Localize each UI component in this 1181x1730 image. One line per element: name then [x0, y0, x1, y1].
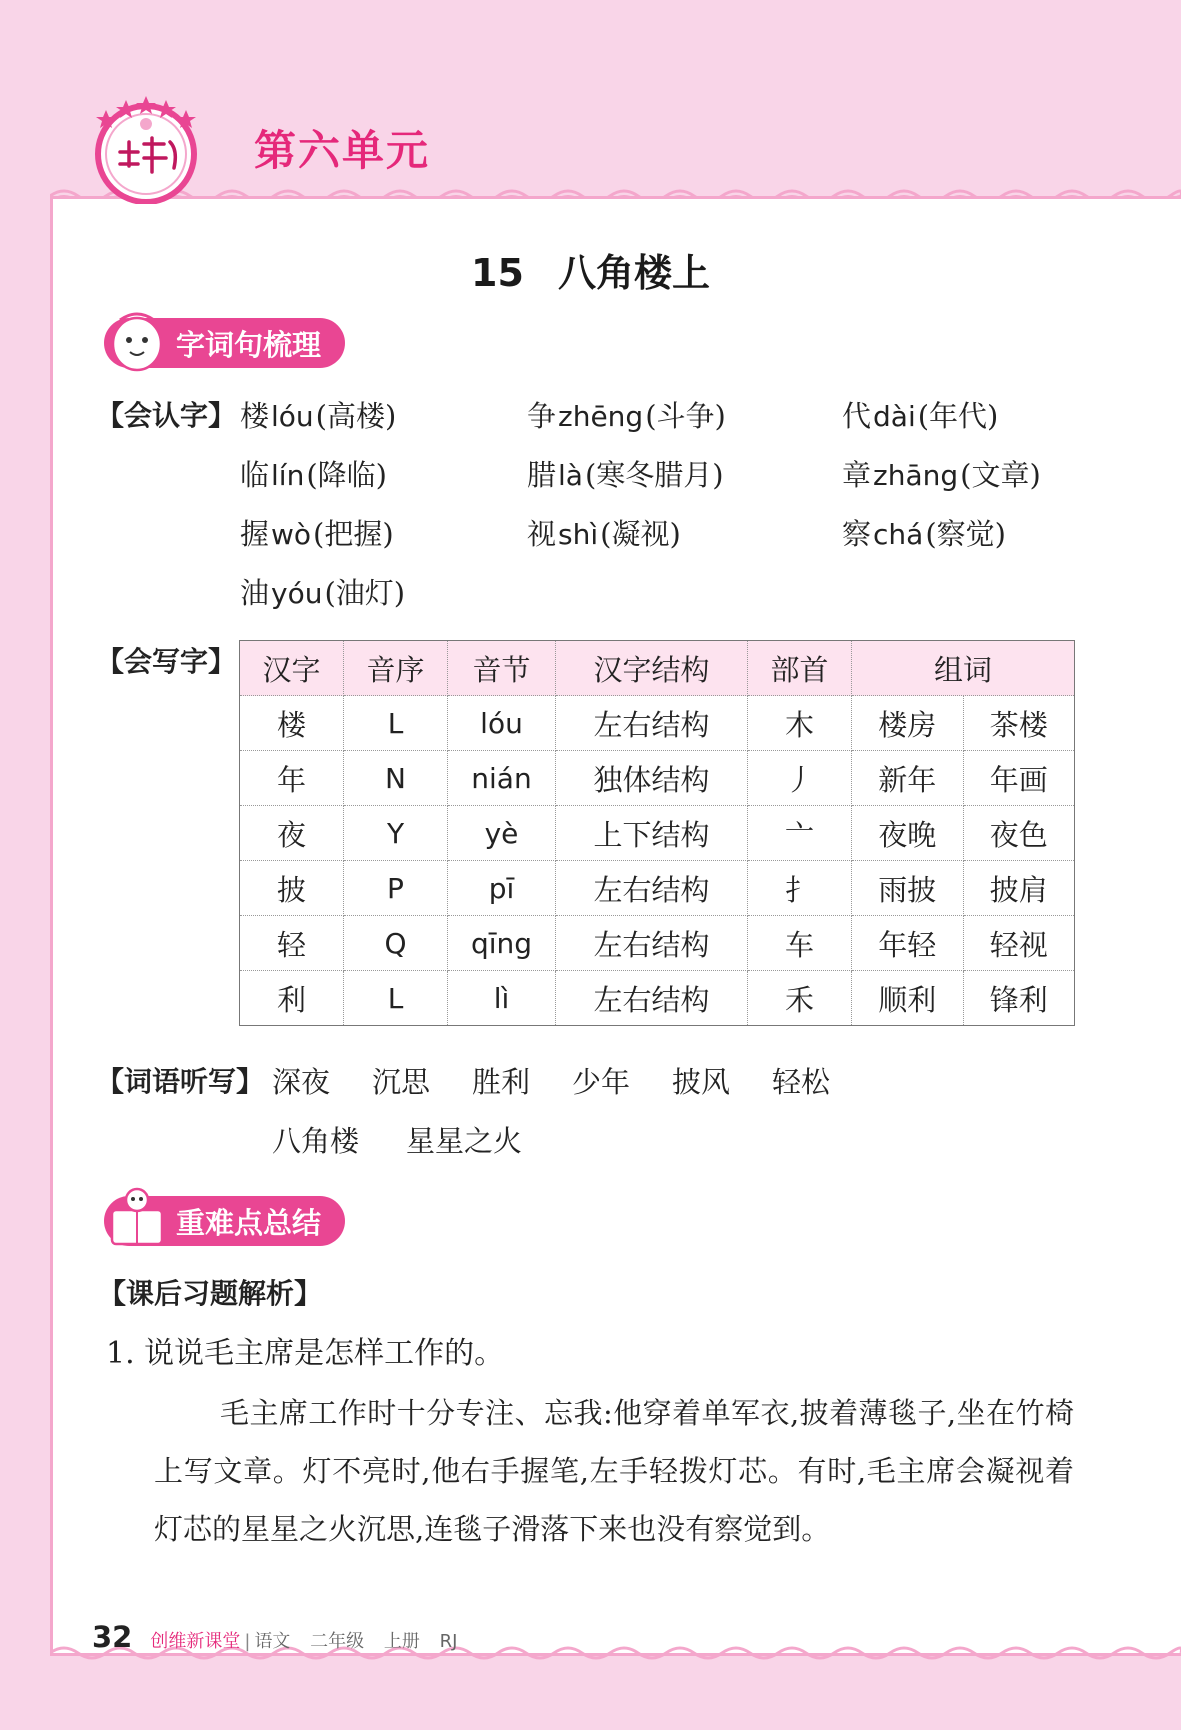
header-radical: 部首 [748, 641, 852, 696]
recognize-char: 腊 [527, 458, 557, 492]
cell-char: 披 [240, 861, 344, 916]
mascot-book-icon [102, 1184, 172, 1252]
section-tag-key-points-label: 重难点总结 [176, 1205, 322, 1240]
header-words: 组词 [852, 641, 1075, 696]
table-row [240, 916, 1075, 971]
header-structure: 汉字结构 [556, 641, 748, 696]
section-tag-key-points [104, 1196, 345, 1246]
recognize-word: (高楼) [315, 399, 397, 433]
cell-order: P [344, 861, 448, 916]
recognize-char: 察 [842, 517, 872, 551]
recognize-pinyin: lín [271, 459, 305, 492]
recognize-label: 【会认字】 [96, 399, 237, 432]
dictation-word: 沉思 [372, 1065, 431, 1099]
dictation-word: 八角楼 [272, 1124, 360, 1158]
cell-w1: 夜晚 [852, 806, 964, 861]
write-table-header [240, 641, 1075, 696]
cell-order: Y [344, 806, 448, 861]
header-char: 汉字 [240, 641, 344, 696]
unit-title: 第六单元 [254, 126, 431, 175]
table-row [240, 861, 1075, 916]
cell-radical: 禾 [748, 971, 852, 1026]
mascot-icon [102, 306, 172, 374]
dictation-word: 少年 [572, 1065, 631, 1099]
recognize-item [240, 394, 396, 435]
cell-w1: 雨披 [852, 861, 964, 916]
recognize-item [240, 571, 405, 612]
recognize-item [842, 453, 1041, 494]
footer-grade: 二年级 [310, 1631, 365, 1652]
logo-seal [86, 92, 206, 204]
write-table [239, 640, 1075, 1026]
recognize-word: (油灯) [324, 576, 406, 610]
dictation-word: 轻松 [772, 1065, 831, 1099]
dictation-word: 胜利 [472, 1065, 531, 1099]
cell-pinyin: qīng [448, 916, 556, 971]
recognize-char: 握 [240, 517, 270, 551]
cell-structure: 左右结构 [556, 696, 748, 751]
recognize-word: (斗争) [645, 399, 726, 433]
cell-pinyin: lì [448, 971, 556, 1026]
table-row [240, 806, 1075, 861]
cell-pinyin: nián [448, 751, 556, 806]
cell-order: L [344, 971, 448, 1026]
cell-order: Q [344, 916, 448, 971]
cell-pinyin: lóu [448, 696, 556, 751]
cell-radical: 亠 [748, 806, 852, 861]
cell-w2: 年画 [963, 751, 1075, 806]
footer [92, 1620, 471, 1656]
lesson-number: 15 [471, 251, 524, 295]
cell-order: N [344, 751, 448, 806]
recognize-pinyin: shì [558, 518, 599, 551]
recognize-item [240, 512, 394, 553]
recognize-item [527, 394, 726, 435]
recognize-word: (察觉) [925, 517, 1006, 551]
footer-volume: 上册 [383, 1631, 420, 1652]
recognize-word: (文章) [960, 458, 1041, 492]
page-number: 32 [92, 1620, 133, 1654]
cell-char: 利 [240, 971, 344, 1026]
recognize-item [527, 453, 724, 494]
cell-w1: 顺利 [852, 971, 964, 1026]
cell-structure: 上下结构 [556, 806, 748, 861]
recognize-pinyin: lóu [271, 400, 314, 433]
cell-structure: 左右结构 [556, 971, 748, 1026]
lesson-title [0, 242, 1181, 297]
recognize-word: (把握) [313, 517, 394, 551]
table-row [240, 751, 1075, 806]
recognize-char: 油 [240, 576, 270, 610]
recognize-pinyin: wò [271, 518, 312, 551]
cell-structure: 独体结构 [556, 751, 748, 806]
cell-w1: 年轻 [852, 916, 964, 971]
dictation-word: 深夜 [272, 1065, 331, 1099]
recognize-pinyin: zhāng [873, 459, 959, 492]
section-tag-vocab [104, 318, 345, 368]
recognize-item [842, 512, 1006, 553]
recognize-word: (降临) [306, 458, 387, 492]
cell-order: L [344, 696, 448, 751]
cell-char: 夜 [240, 806, 344, 861]
dictation-word: 星星之火 [406, 1124, 523, 1158]
cell-pinyin: yè [448, 806, 556, 861]
cell-radical: 扌 [748, 861, 852, 916]
section-tag-vocab-label: 字词句梳理 [176, 327, 322, 362]
recognize-pinyin: là [558, 459, 583, 492]
cell-char: 楼 [240, 696, 344, 751]
exercise-label: 【课后习题解析】 [98, 1277, 323, 1310]
cell-structure: 左右结构 [556, 861, 748, 916]
cell-w2: 披肩 [963, 861, 1075, 916]
footer-separator: | [244, 1631, 251, 1652]
dictation-label: 【词语听写】 [96, 1065, 265, 1098]
cell-structure: 左右结构 [556, 916, 748, 971]
recognize-char: 争 [527, 399, 557, 433]
table-row [240, 971, 1075, 1026]
cell-w1: 新年 [852, 751, 964, 806]
cell-w2: 茶楼 [963, 696, 1075, 751]
recognize-char: 临 [240, 458, 270, 492]
cell-char: 年 [240, 751, 344, 806]
recognize-char: 楼 [240, 399, 270, 433]
footer-edition: RJ [439, 1631, 458, 1652]
cell-w1: 楼房 [852, 696, 964, 751]
cell-radical: 车 [748, 916, 852, 971]
footer-subject: 语文 [254, 1631, 291, 1652]
cell-char: 轻 [240, 916, 344, 971]
recognize-pinyin: dài [873, 400, 916, 433]
exercise-answer: 毛主席工作时十分专注、忘我:他穿着单军衣,披着薄毯子,坐在竹椅上写文章。灯不亮时,他右手握笔,左手轻拨灯芯。有时,毛主席会凝视着灯芯的星星之火沉思,连毯子滑落下来也没有察觉到。 [154, 1396, 1074, 1546]
recognize-word: (年代) [917, 399, 999, 433]
cell-w2: 夜色 [963, 806, 1075, 861]
recognize-pinyin: chá [873, 518, 924, 551]
recognize-item [842, 394, 998, 435]
cell-radical: 丿 [748, 751, 852, 806]
recognize-word: (凝视) [600, 517, 681, 551]
cell-pinyin: pī [448, 861, 556, 916]
header-order: 音序 [344, 641, 448, 696]
lesson-name: 八角楼上 [557, 251, 710, 295]
cell-radical: 木 [748, 696, 852, 751]
recognize-pinyin: yóu [271, 577, 323, 610]
recognize-word: (寒冬腊月) [584, 458, 724, 492]
recognize-item [240, 453, 387, 494]
footer-info [254, 1627, 471, 1653]
table-row [240, 696, 1075, 751]
footer-brand: 创维新课堂 [150, 1631, 241, 1652]
write-label: 【会写字】 [96, 645, 237, 678]
cell-w2: 轻视 [963, 916, 1075, 971]
cell-w2: 锋利 [963, 971, 1075, 1026]
recognize-char: 代 [842, 399, 872, 433]
recognize-char: 章 [842, 458, 872, 492]
recognize-char: 视 [527, 517, 557, 551]
recognize-item [527, 512, 681, 553]
recognize-pinyin: zhēng [558, 400, 644, 433]
dictation-word: 披风 [672, 1065, 731, 1099]
exercise-question: 1. 说说毛主席是怎样工作的。 [106, 1336, 505, 1371]
header-pinyin: 音节 [448, 641, 556, 696]
